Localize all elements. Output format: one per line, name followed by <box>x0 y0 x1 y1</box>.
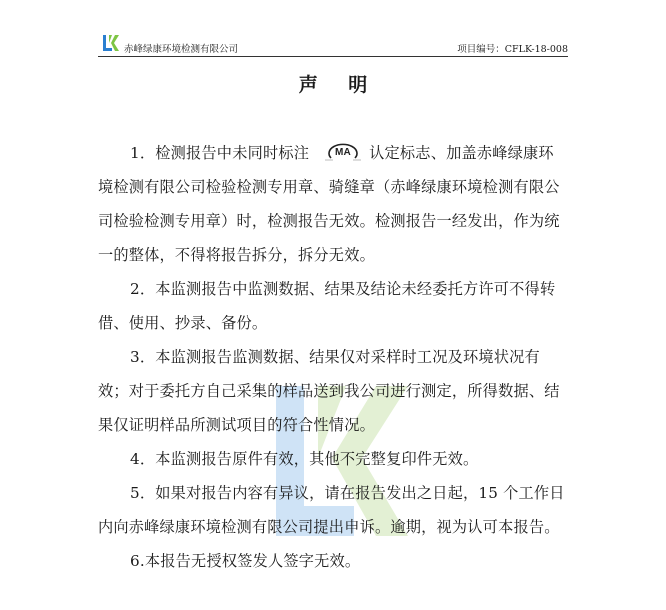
statement-item-4: 4．本监测报告原件有效，其他不完整复印件无效。 <box>130 450 479 468</box>
project-number: 项目编号：CFLK-18-008 <box>457 44 568 55</box>
company-name: 赤峰绿康环境检测有限公司 <box>124 44 239 55</box>
svg-text:MA: MA <box>335 147 352 158</box>
statement-item-5: 5．如果对报告内容有异议，请在报告发出之日起，15 个工作日内向赤峰绿康环境检测有限公司提出申诉。逾期，视为认可本报告。 <box>98 484 565 536</box>
statement-item-1-lead: 1．检测报告中未同时标注 <box>130 144 310 162</box>
page-title: 声 明 <box>298 74 380 96</box>
header-divider <box>98 56 568 57</box>
cma-mark-icon <box>323 141 363 161</box>
statement-item-1-rest: 认定标志、加盖赤峰绿康环境检测有限公司检验检测专用章、骑缝章（赤峰绿康环境检测有限公司检验检测专用章）时，检测报告无效。检测报告一经发出，作为统一的整体，不得将报告拆分，拆分无效。 <box>98 144 560 264</box>
page-header <box>98 30 568 56</box>
statement-item-6: 6.本报告无授权签发人签字无效。 <box>130 552 361 570</box>
statement-item-3: 3．本监测报告监测数据、结果仅对采样时工况及环境状况有效；对于委托方自己采集的样品送到我公司进行测定，所得数据、结果仅证明样品所测试项目的符合性情况。 <box>98 348 560 434</box>
company-logo <box>102 34 120 52</box>
statement-item-1 <box>98 136 568 272</box>
statement-item-2: 2．本监测报告中监测数据、结果及结论未经委托方许可不得转借、使用、抄录、备份。 <box>98 280 556 332</box>
